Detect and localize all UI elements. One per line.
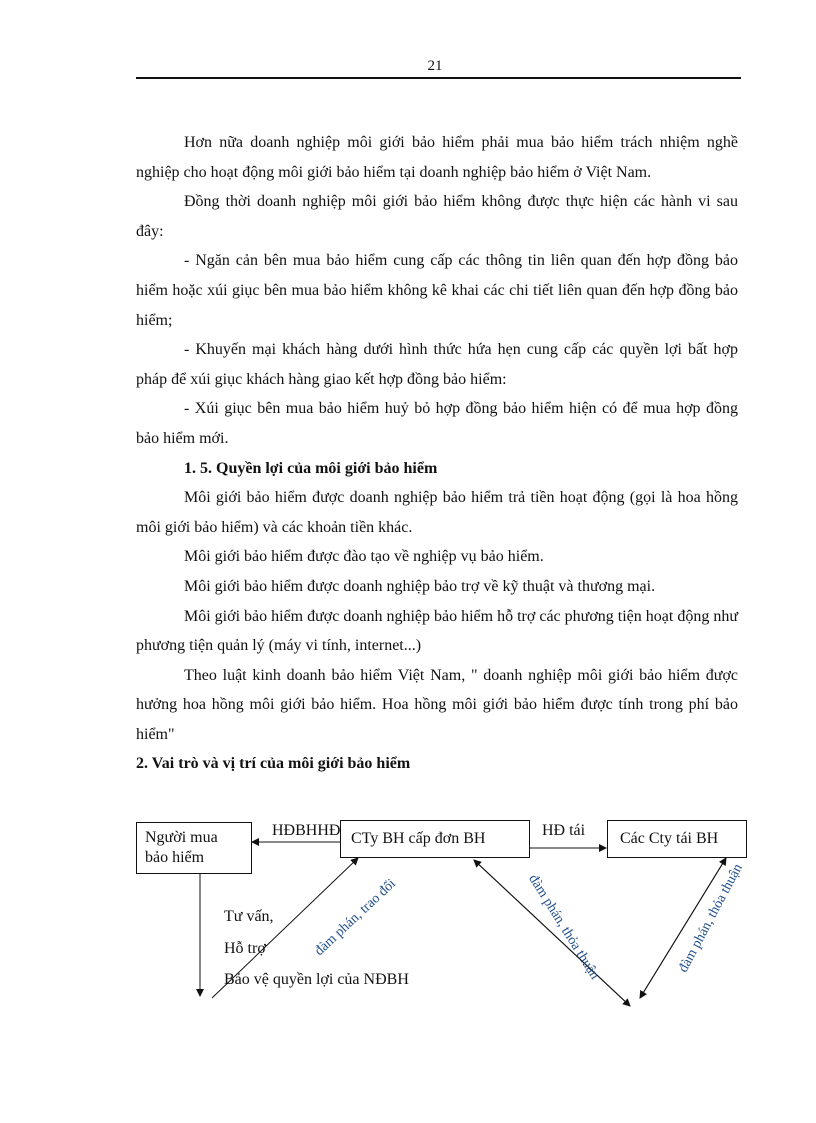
label-reinsurance: HĐ tái [542,822,586,839]
paragraph: - Khuyến mại khách hàng dưới hình thức hứa hẹn cung cấp các quyền lợi bất hợp pháp để xúi giục khách hàng giao kết hợp đồng bảo hiểm: [136,341,738,388]
header-rule [136,77,741,79]
box-buyer: Người mua bảo hiểm [136,822,252,874]
paragraph: - Xúi giục bên mua bảo hiểm huỷ bỏ hợp đồng bảo hiểm hiện có để mua hợp đồng bảo hiểm mới. [136,400,738,447]
label-support: Hỗ trợ [224,940,266,957]
paragraph: Đồng thời doanh nghiệp môi giới bảo hiểm không được thực hiện các hành vi sau đây: [136,193,738,240]
label-protect: Bảo vệ quyền lợi của NĐBH [224,971,409,988]
label-negotiate-agree-reinsurer: đàm phán, thỏa thuận [676,861,746,976]
body-text [136,128,738,779]
section-heading: 2. Vai trò và vị trí của môi giới bảo hiểm [136,755,411,773]
paragraph: Môi giới bảo hiểm được doanh nghiệp bảo hiểm trả tiền hoạt động (gọi là hoa hồng môi giới bảo hiểm) và các khoản tiền khác. [136,489,738,536]
paragraph: - Ngăn cản bên mua bảo hiểm cung cấp các thông tin liên quan đến hợp đồng bảo hiểm hoặc xúi giục bên mua bảo hiểm không kê khai các chi tiết liên quan đến hợp đồng bảo hiểm; [136,252,738,329]
box-insurer: CTy BH cấp đơn BH [340,820,530,858]
paragraph: Môi giới bảo hiểm được doanh nghiệp bảo hiểm hỗ trợ các phương tiện hoạt động như phương tiện quản lý (máy vi tính, internet...) [136,607,738,655]
label-negotiate-agree-insurer: đàm phán, thỏa thuận [525,872,602,983]
box-reinsurer: Các Cty tái BH [607,820,747,858]
paragraph: Theo luật kinh doanh bảo hiểm Việt Nam, " doanh nghiệp môi giới bảo hiểm được hưởng hoa hồng môi giới bảo hiểm. Hoa hồng môi giới bảo hiểm được tính trong phí bảo hiểm" [136,666,738,743]
paragraph: Môi giới bảo hiểm được đào tạo về nghiệp vụ bảo hiểm. [184,548,544,566]
section-heading: 1. 5. Quyền lợi của môi giới bảo hiểm [184,459,438,477]
paragraph: Hơn nữa doanh nghiệp môi giới bảo hiểm phải mua bảo hiểm trách nhiệm nghề nghiệp cho hoạt động môi giới bảo hiểm tại doanh nghiệp bảo hiểm ở Việt Nam. [136,134,738,181]
broker-role-diagram [0,800,816,1020]
label-negotiate-exchange: đàm phán, trao đổi [312,876,400,959]
page-number: 21 [427,58,443,74]
paragraph: Môi giới bảo hiểm được doanh nghiệp bảo trợ về kỹ thuật và thương mại. [184,577,656,595]
arrow-broker-insurer-2b [474,860,630,1006]
label-contract: HĐBHHĐ [272,822,341,839]
label-advice: Tư vấn, [224,908,274,925]
